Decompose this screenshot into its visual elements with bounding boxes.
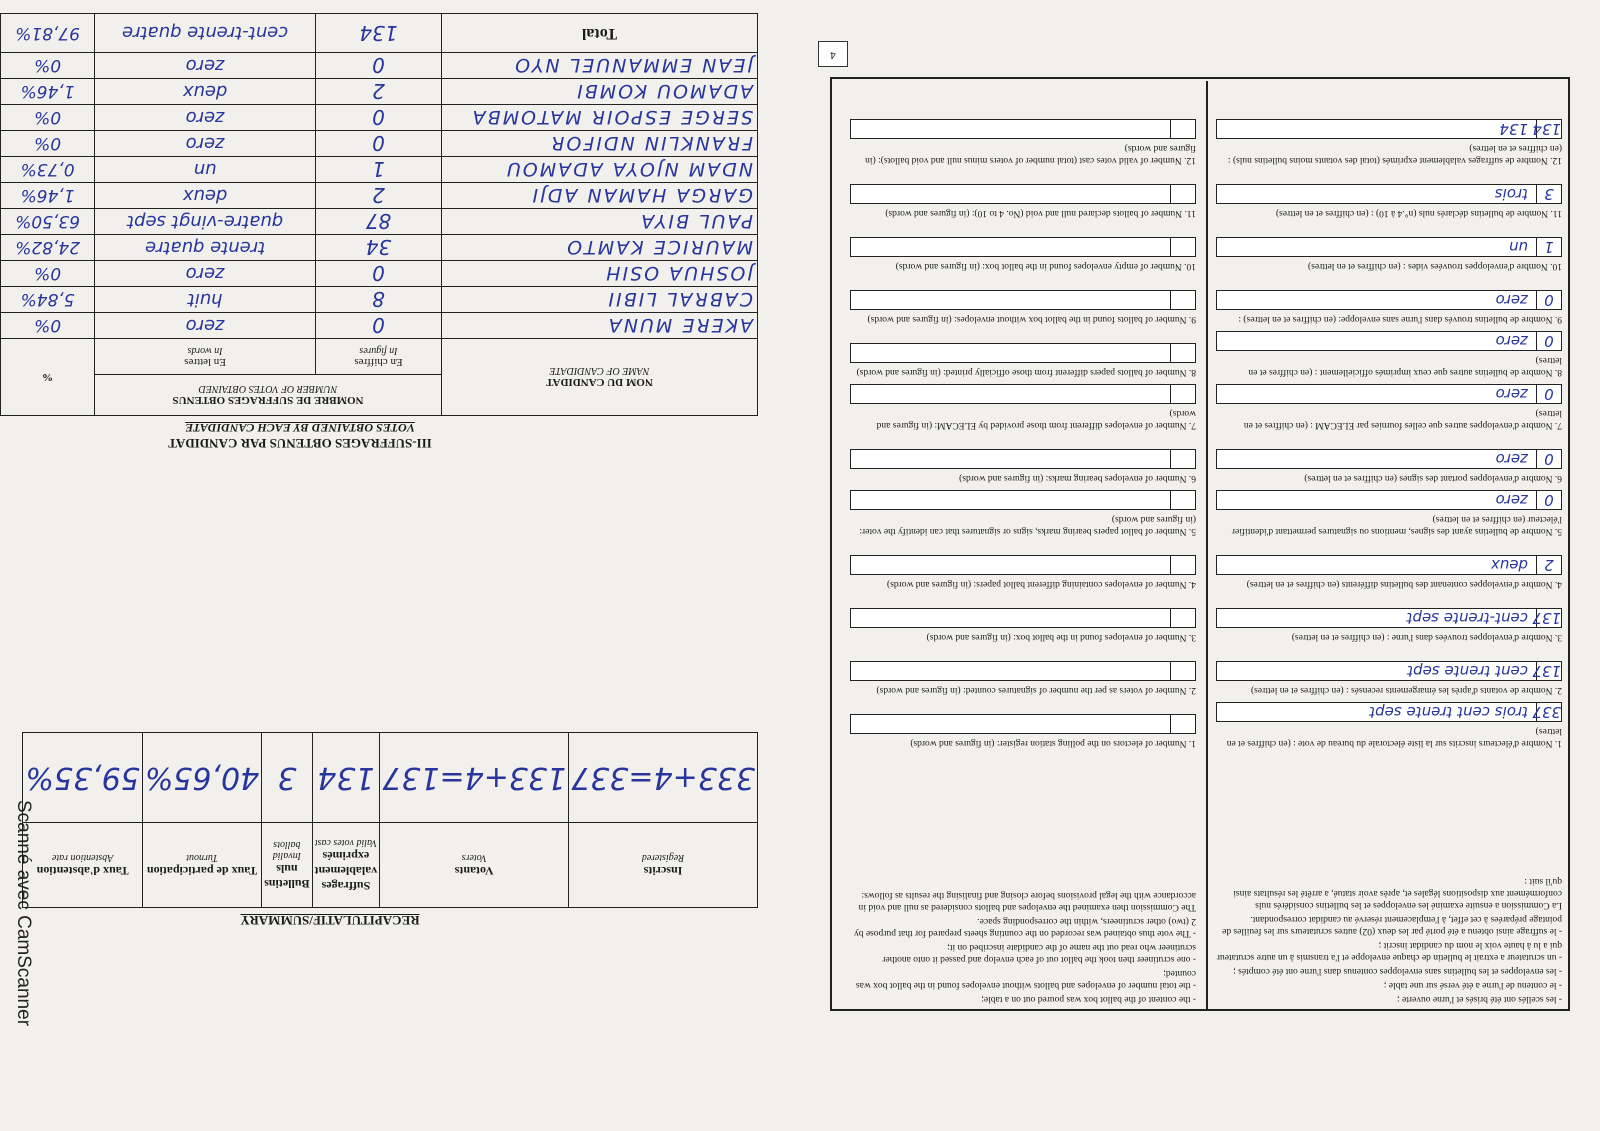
candidates-header-row: [1, 375, 758, 416]
candidate-votes-figures: 0: [316, 53, 442, 79]
question-9-en: [850, 290, 1196, 325]
question-text: 4. Nombre d'enveloppes contenant des bulletins différents (en chiffres et en lettres): [1246, 579, 1562, 589]
candidate-name-header: NOM DU CANDIDAT NAME OF CANDIDATE: [441, 339, 757, 416]
answer-box-empty[interactable]: [850, 290, 1196, 310]
answer-box-empty[interactable]: [850, 449, 1196, 469]
answer-box-empty[interactable]: [850, 184, 1196, 204]
candidate-row: [1, 53, 758, 79]
question-text: 11. Nombre de bulletins déclarés nuls (n°.4 à 10) : (en chiffres et en lettres): [1275, 208, 1562, 218]
question-3-fr: [1216, 608, 1562, 643]
answer-figure: 0: [1536, 385, 1561, 403]
question-text: 8. Number of ballots papers different from those officially printed: (in figures and words): [856, 367, 1196, 377]
candidate-votes-percent: 0,73%: [1, 157, 95, 183]
intro-paragraph: - un scrutateur a extrait le bulletin de chaque enveloppe et l'a transmis à un autre scrutateur qui a lu à haute voix le nom du candidat inscrit ;: [1216, 940, 1562, 962]
question-7-en: [850, 384, 1196, 431]
candidate-votes-percent: 5,84%: [1, 287, 95, 313]
answer-words: zero: [1495, 491, 1528, 509]
answer-box[interactable]: [1216, 290, 1562, 310]
intro-paragraph: - les enveloppes et les bulletins sans enveloppes contenus dans l'urne ont été comptés ;: [1233, 966, 1562, 976]
summary-valid-votes-value: 134: [312, 733, 380, 823]
question-5-fr: [1216, 490, 1562, 537]
answer-figure: 0: [1536, 450, 1561, 468]
answer-box-empty[interactable]: [850, 661, 1196, 681]
candidate-votes-words: deux: [95, 79, 316, 105]
candidate-row: [1, 157, 758, 183]
candidate-votes-figures: 0: [316, 261, 442, 287]
question-6-en: [850, 449, 1196, 484]
total-label: Total: [441, 14, 757, 53]
answer-box[interactable]: [1216, 702, 1562, 722]
candidate-votes-percent: 0%: [1, 261, 95, 287]
question-text: 7. Nombre d'enveloppes autres que celles fournies par ELECAM : (en chiffres et en lettres): [1243, 408, 1562, 430]
answer-box-empty[interactable]: [850, 237, 1196, 257]
intro-paragraph: - the total number of envelopes and ballots without envelopes found in the ballot box was counted;: [855, 968, 1196, 990]
candidates-section-title: III-SUFFRAGES OBTENUS PAR CANDIDAT VOTES OBTAINED BY EACH CANDIDATE: [100, 420, 500, 451]
answer-words: trois cent trente sept: [1369, 703, 1528, 721]
candidate-votes-figures: 8: [316, 287, 442, 313]
answer-words: cent-trente sept: [1406, 609, 1528, 627]
summary-abstention-value: 59,35%: [23, 733, 142, 823]
question-text: 1. Nombre d'électeurs inscrits sur la liste électorale du bureau de vote : (en chiffres et en lettres): [1226, 726, 1562, 748]
candidate-name: AKERE MUNA: [441, 313, 757, 339]
question-text: 11. Number of ballots declared null and void (No. 4 to 10): (in figures and words): [885, 208, 1196, 218]
candidate-votes-figures: 0: [316, 105, 442, 131]
french-intro: [1216, 875, 1562, 1005]
candidate-votes-figures: 0: [316, 313, 442, 339]
candidate-row: [1, 313, 758, 339]
total-percent: 97,81%: [1, 14, 95, 53]
summary-header-registered: Inscrits Registered: [569, 823, 758, 908]
question-5-en: [850, 490, 1196, 537]
question-text: 3. Nombre d'enveloppes trouvées dans l'urne : (en chiffres et en lettres): [1291, 632, 1562, 642]
candidate-votes-words: zero: [95, 131, 316, 157]
candidate-name: FRANKLIN NDIFOR: [441, 131, 757, 157]
question-text: 8. Nombre de bulletins autres que ceux imprimés officiellement : (en chiffres et en lettres): [1248, 355, 1562, 377]
answer-box[interactable]: [1216, 119, 1562, 139]
question-text: 1. Number of electors on the polling station register: (in figures and words): [910, 738, 1196, 748]
question-text: 4. Number of envelopes containing different ballot papers: (in figures and words): [886, 579, 1196, 589]
french-column: [1206, 81, 1570, 1011]
candidate-row: [1, 183, 758, 209]
candidate-votes-percent: 24,82%: [1, 235, 95, 261]
answer-box[interactable]: [1216, 661, 1562, 681]
answer-figure: 137: [1532, 609, 1561, 627]
question-2-en: [850, 661, 1196, 696]
candidate-row: [1, 79, 758, 105]
question-4-en: [850, 555, 1196, 590]
intro-paragraph: - one scrutineer then took the ballot out of each envelop and passed it onto another scrutineer who read out the name of the candidate inscribed on it;: [882, 942, 1196, 964]
question-text: 9. Nombre de bulletins trouvés dans l'urne sans enveloppe: (en chiffres et en lettres) :: [1238, 314, 1562, 324]
question-text: 12. Number of valid votes cast (total number of voters minus null and void ballots): (in figures and words): [865, 143, 1196, 165]
candidate-votes-words: huit: [95, 287, 316, 313]
intro-paragraph: The Commission then examined the envelopes and ballots considered as null and void in accordance with the legal provisions before closing and finalising the results as follows:: [858, 890, 1196, 912]
summary-header-voters: Votants Voters: [380, 823, 569, 908]
candidate-votes-figures: 2: [316, 183, 442, 209]
question-12-fr: [1216, 119, 1562, 166]
answer-figure: 337: [1532, 703, 1561, 721]
question-text: 5. Number of ballot papers bearing marks, signs or signatures that can identify the voter: (in figures and words): [859, 514, 1196, 536]
answer-figure: 0: [1536, 491, 1561, 509]
question-8-en: [850, 343, 1196, 378]
candidate-votes-words: zero: [95, 313, 316, 339]
candidate-name: ADAMOU KOMBI: [441, 79, 757, 105]
answer-words: zero: [1495, 332, 1528, 350]
candidate-votes-words: zero: [95, 105, 316, 131]
candidate-votes-percent: 1,46%: [1, 79, 95, 105]
answer-words: zero: [1495, 385, 1528, 403]
candidate-votes-words: trente quatre: [95, 235, 316, 261]
intro-paragraph: - le contenu de l'urne a été versé sur une table ;: [1383, 980, 1562, 990]
summary-header-row: [23, 823, 758, 908]
candidate-row: [1, 235, 758, 261]
answer-words: deux: [1490, 556, 1528, 574]
candidate-votes-percent: 0%: [1, 105, 95, 131]
minutes-page: [800, 0, 1600, 1131]
candidate-votes-percent: 0%: [1, 53, 95, 79]
summary-header-valid-votes: Suffrages valablement exprimés Valid votes cast: [312, 823, 380, 908]
candidate-votes-words: un: [95, 157, 316, 183]
summary-voters-value: 133+4=137: [380, 733, 569, 823]
answer-figure: 2: [1536, 556, 1561, 574]
answer-box-empty[interactable]: [850, 343, 1196, 363]
candidate-votes-figures: 1: [316, 157, 442, 183]
question-text: 10. Number of empty envelopes found in the ballot box: (in figures and words): [895, 261, 1196, 271]
question-4-fr: [1216, 555, 1562, 590]
candidate-votes-percent: 63,50%: [1, 209, 95, 235]
summary-invalid-ballots-value: 3: [262, 733, 312, 823]
english-intro: [848, 889, 1196, 1005]
question-text: 7. Number of envelopes different from those provided by ELECAM: (in figures and words): [876, 408, 1196, 430]
answer-words: trois: [1494, 185, 1528, 203]
intro-paragraph: - le suffrage ainsi obtenu a été porté par les deux (02) autres scrutateurs sur les feuilles de pointage préparées à cet effet, à l'emplacement réservé au candidat correspondant.: [1222, 914, 1562, 936]
question-text: 3. Number of envelopes found in the ballot box: (in figures and words): [926, 632, 1196, 642]
candidate-votes-figures: 0: [316, 131, 442, 157]
page-number: 4: [818, 41, 848, 67]
question-11-en: [850, 184, 1196, 219]
question-10-en: [850, 237, 1196, 272]
answer-box[interactable]: [1216, 555, 1562, 575]
candidate-votes-figures: 34: [316, 235, 442, 261]
candidate-votes-figures: 2: [316, 79, 442, 105]
total-words: cent-trente quatre: [95, 14, 316, 53]
candidate-votes-percent: 1,46%: [1, 183, 95, 209]
candidate-name: JOSHUA OSIH: [441, 261, 757, 287]
question-9-fr: [1216, 290, 1562, 325]
question-text: 12. Nombre de suffrages valablement exprimés (total des votants moins bulletins nuls) : (en chiffres et en lettres): [1227, 143, 1562, 165]
scanner-watermark: Scanné avec CamScanner: [13, 800, 34, 1027]
answer-figure: 0: [1536, 291, 1561, 309]
answer-box[interactable]: [1216, 384, 1562, 404]
answer-words: zero: [1495, 450, 1528, 468]
question-8-fr: [1216, 331, 1562, 378]
candidate-name: GARGA HAMAN ADJI: [441, 183, 757, 209]
candidate-row: [1, 131, 758, 157]
percent-header: %: [1, 339, 95, 416]
candidate-name: MAURICE KAMTO: [441, 235, 757, 261]
question-11-fr: [1216, 184, 1562, 219]
in-figures-header: En chiffres In figures: [316, 339, 442, 375]
summary-header-turnout: Taux de participation Turnout: [142, 823, 261, 908]
candidate-votes-words: zero: [95, 261, 316, 287]
answer-box[interactable]: [1216, 490, 1562, 510]
answer-box[interactable]: [1216, 237, 1562, 257]
intro-paragraph: - The vote thus obtained was recorded on the counting sheets prepared for that purpose by 2 (two) other scrutineers, within the corresponding space.: [854, 916, 1196, 938]
candidates-table: [0, 13, 758, 416]
candidates-section-subtitle: VOTES OBTAINED BY EACH CANDIDATE: [185, 421, 415, 435]
english-column: [840, 81, 1204, 1011]
answer-figure: 1: [1536, 238, 1561, 256]
question-12-en: [850, 119, 1196, 166]
candidate-votes-words: zero: [95, 53, 316, 79]
answer-box-empty[interactable]: [850, 555, 1196, 575]
answer-words: 134: [1499, 120, 1528, 138]
question-text: 5. Nombre de bulletins ayant des signes, mentions ou signatures permettant d'identifier l'électeur (en chiffres et en lettres): [1231, 514, 1562, 536]
answer-words: zero: [1495, 291, 1528, 309]
answer-figure: 134: [1532, 120, 1561, 138]
question-text: 2. Number of voters as per the number of signatures counted: (in figures and words): [876, 685, 1196, 695]
answer-box-empty[interactable]: [850, 608, 1196, 628]
candidate-name: CABRAL LIBII: [441, 287, 757, 313]
candidate-votes-figures: 87: [316, 209, 442, 235]
answer-box[interactable]: [1216, 608, 1562, 628]
candidate-votes-percent: 0%: [1, 131, 95, 157]
question-text: 6. Number of envelopes bearing marks: (in figures and words): [959, 473, 1196, 483]
candidate-row: [1, 287, 758, 313]
summary-values-row: [23, 733, 758, 823]
in-words-header: En lettres In words: [95, 339, 316, 375]
answer-box-empty[interactable]: [850, 384, 1196, 404]
question-text: 9. Number of ballots found in the ballot box without envelopes: (in figures and words): [867, 314, 1196, 324]
total-figures: 134: [316, 14, 442, 53]
question-3-en: [850, 608, 1196, 643]
answer-box[interactable]: [1216, 449, 1562, 469]
answer-words: cent trente sept: [1407, 662, 1528, 680]
answer-figure: 3: [1536, 185, 1561, 203]
candidate-votes-words: quatre-vingt sept: [95, 209, 316, 235]
question-6-fr: [1216, 449, 1562, 484]
candidate-votes-percent: 0%: [1, 313, 95, 339]
candidate-name: PAUL BIYA: [441, 209, 757, 235]
candidate-name: SERGE ESPOIR MATOMBA: [441, 105, 757, 131]
question-text: 6. Nombre d'enveloppes portant des signes (en chiffres et en lettres): [1304, 473, 1562, 483]
summary-header-invalid-ballots: Bulletins nuls Invalid ballots: [262, 823, 312, 908]
candidate-row: [1, 261, 758, 287]
intro-paragraph: - the content of the ballot box was poured out on a table;: [981, 994, 1196, 1004]
summary-registered-value: 333+4=337: [569, 733, 758, 823]
candidate-name: JEAN EMMANUEL NYO: [441, 53, 757, 79]
summary-title: RECAPITULATIF/SUMMARY: [240, 913, 420, 928]
candidate-name: NDAM NJOYA ADAMOU: [441, 157, 757, 183]
answer-figure: 137: [1532, 662, 1561, 680]
summary-turnout-value: 40,65%: [142, 733, 261, 823]
summary-header-abstention: Taux d'abstention Abstention rate: [23, 823, 142, 908]
candidate-row: [1, 209, 758, 235]
answer-box-empty[interactable]: [850, 714, 1196, 734]
question-2-fr: [1216, 661, 1562, 696]
question-text: 2. Nombre de votants d'après les émargements recensés : (en chiffres et en lettres): [1250, 685, 1562, 695]
answer-figure: 0: [1536, 332, 1561, 350]
question-1-en: [850, 714, 1196, 749]
answer-box-empty[interactable]: [850, 490, 1196, 510]
intro-paragraph: - les scellés ont été brisés et l'urne ouverte ;: [1396, 994, 1562, 1004]
question-7-fr: [1216, 384, 1562, 431]
candidate-votes-words: deux: [95, 183, 316, 209]
answer-words: un: [1508, 238, 1528, 256]
answer-box[interactable]: [1216, 331, 1562, 351]
candidates-total-row: [1, 14, 758, 53]
question-10-fr: [1216, 237, 1562, 272]
candidate-row: [1, 105, 758, 131]
question-text: 10. Nombre d'enveloppes trouvées vides : (en chiffres et en lettres): [1308, 261, 1562, 271]
answer-box[interactable]: [1216, 184, 1562, 204]
answer-box-empty[interactable]: [850, 119, 1196, 139]
votes-obtained-header: NOMBRE DE SUFFRAGES OBTENUS NUMBER OF VOTES OBTAINED: [95, 375, 442, 416]
intro-paragraph: La Commission a ensuite examiné les enveloppes et les bulletins considérés nuls conformément aux dispositions légales et, après avoir statué, a arrêté les résultats ainsi qu'il suit :: [1233, 876, 1562, 910]
question-1-fr: [1216, 702, 1562, 749]
summary-table: [22, 732, 758, 908]
